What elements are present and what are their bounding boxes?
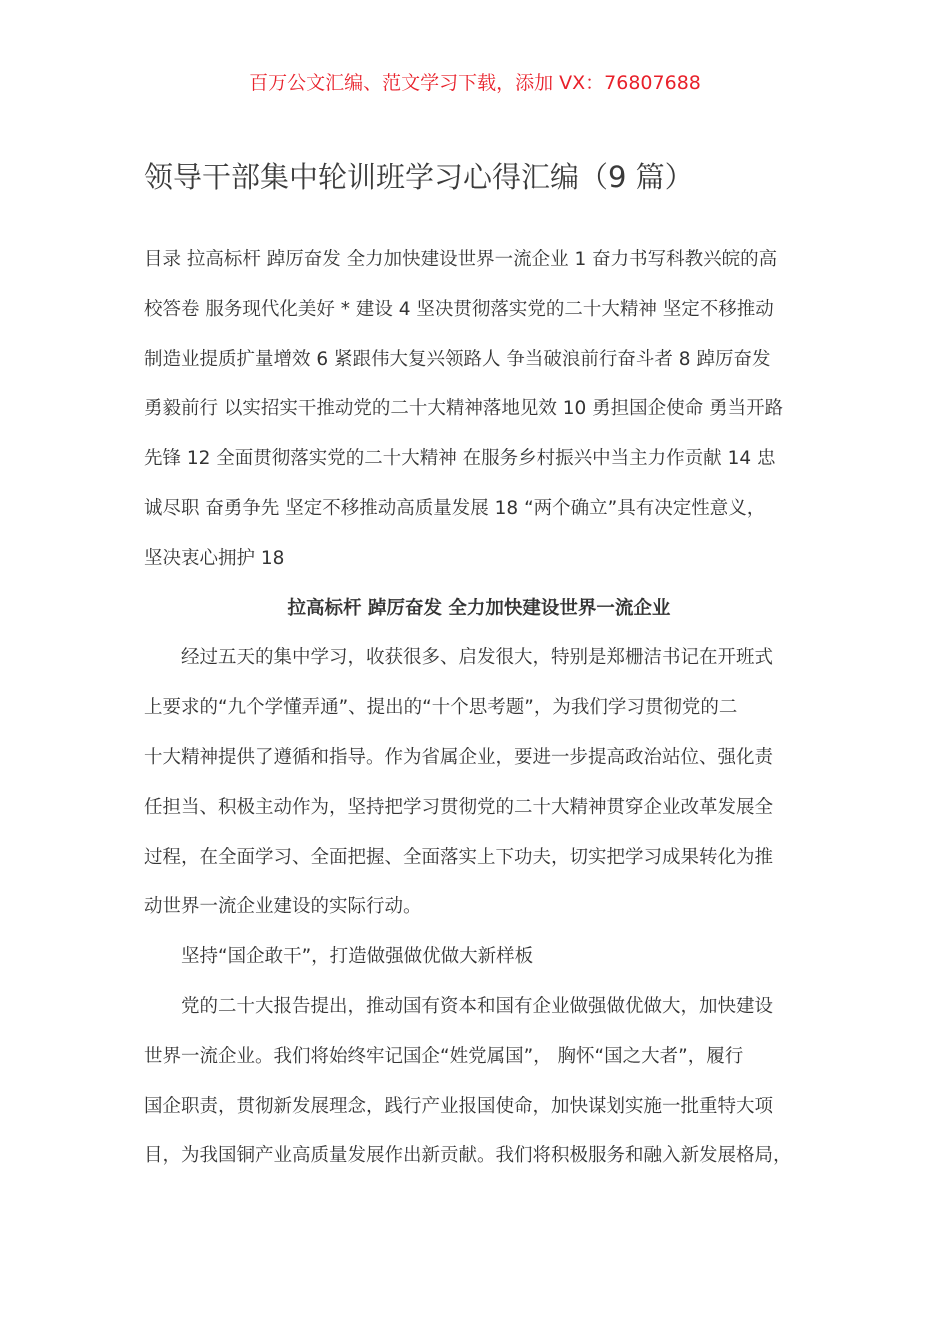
- toc-line: 制造业提质扩量增效 6 紧跟伟大复兴领路人 争当破浪前行奋斗者 8 踔厉奋发: [144, 348, 771, 370]
- paragraph-line: 过程，在全面学习、全面把握、全面落实上下功夫，切实把学习成果转化为推: [144, 846, 774, 868]
- paragraph-line: 任担当、积极主动作为，坚持把学习贯彻党的二十大精神贯穿企业改革发展全: [144, 796, 774, 818]
- toc-line: 目录 拉高标杆 踔厉奋发 全力加快建设世界一流企业 1 奋力书写科教兴皖的高: [144, 249, 778, 270]
- subheading: 坚持“国企敢干”，打造做强做优做大新样板: [181, 946, 534, 968]
- paragraph-line: 动世界一流企业建设的实际行动。: [144, 896, 422, 918]
- paragraph-line: 十大精神提供了遵循和指导。作为省属企业，要进一步提高政治站位、强化责: [144, 746, 774, 768]
- paragraph-line: 上要求的“九个学懂弄通”、提出的“十个思考题”，为我们学习贯彻党的二: [144, 697, 738, 719]
- section-heading: 拉高标杆 踔厉奋发 全力加快建设世界一流企业: [287, 597, 671, 619]
- toc-line: 勇毅前行 以实招实干推动党的二十大精神落地见效 10 勇担国企使命 勇当开路: [144, 398, 784, 420]
- toc-line: 校答卷 服务现代化美好 * 建设 4 坚决贯彻落实党的二十大精神 坚定不移推动: [144, 298, 774, 320]
- toc-line: 坚决衷心拥护 18: [144, 547, 285, 569]
- toc-line: 先锋 12 全面贯彻落实党的二十大精神 在服务乡村振兴中当主力作贡献 14 忠: [144, 448, 776, 470]
- paragraph-line: 党的二十大报告提出，推动国有资本和国有企业做强做优做大，加快建设: [181, 995, 774, 1017]
- paragraph-line: 国企职责，贯彻新发展理念，践行产业报国使命，加快谋划实施一批重特大项: [144, 1095, 774, 1117]
- document-body: [144, 244, 814, 1190]
- paragraph-line: 世界一流企业。我们将始终牢记国企“姓党属国”， 胸怀“国之大者”，履行: [144, 1045, 744, 1067]
- paragraph-line: 经过五天的集中学习，收获很多、启发很大，特别是郑栅洁书记在开班式: [181, 647, 774, 669]
- toc-line: 诚尽职 奋勇争先 坚定不移推动高质量发展 18 “两个确立”具有决定性意义，: [144, 497, 766, 519]
- paragraph-line: 目，为我国铜产业高质量发展作出新贡献。我们将积极服务和融入新发展格局，: [144, 1145, 792, 1167]
- watermark-header: 百万公文汇编、范文学习下载，添加 VX：76807688: [249, 72, 701, 94]
- document-title: 领导干部集中轮训班学习心得汇编（9 篇）: [144, 160, 694, 194]
